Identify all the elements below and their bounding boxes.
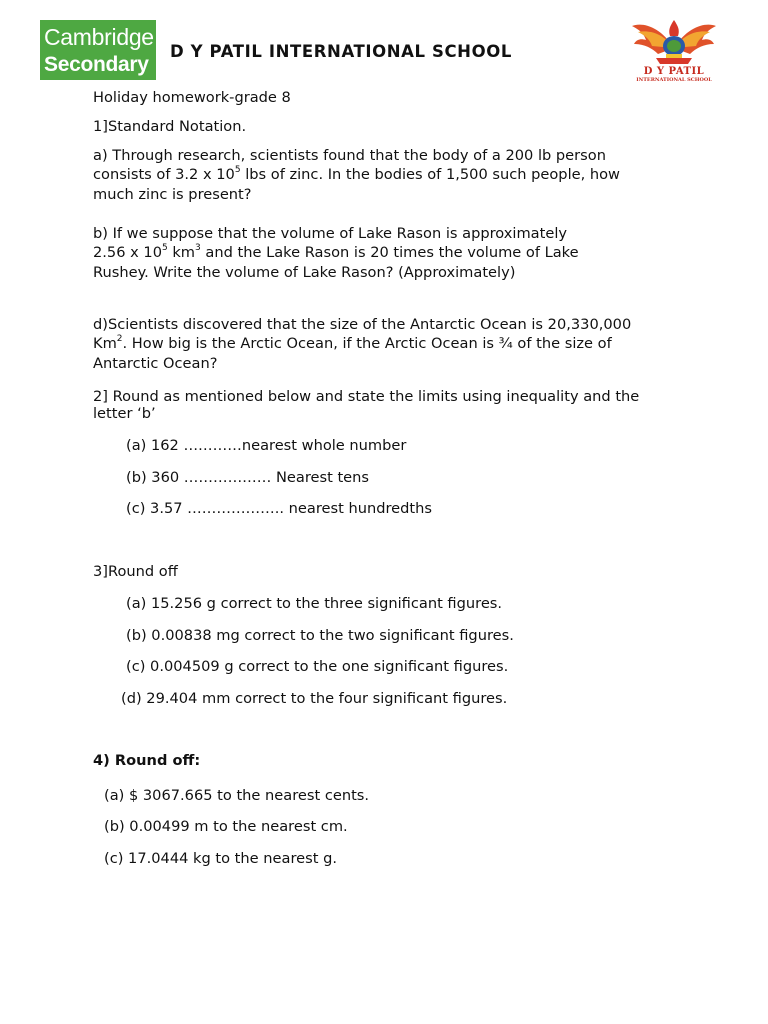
emblem-text-2: INTERNATIONAL SCHOOL <box>636 77 712 83</box>
exponent: 5 <box>234 165 241 176</box>
text-span: . How big is the Arctic Ocean, if the Arctic Ocean is ¾ of the size of <box>122 335 612 352</box>
roundoff-item: (b) 0.00499 m to the nearest cm. <box>104 818 348 835</box>
q1d-line2 <box>93 334 612 353</box>
exponent: 5 <box>161 243 168 254</box>
emblem-text-1: D Y PATIL <box>643 66 705 77</box>
q1a-line1: a) Through research, scientists found that the body of a 200 lb person <box>93 147 606 164</box>
sigfig-item: (b) 0.00838 mg correct to the two significant figures. <box>126 627 514 644</box>
text-span: km <box>167 244 196 261</box>
sigfig-item: (c) 0.004509 g correct to the one significant figures. <box>126 658 509 675</box>
round-item: (c) 3.57 ……………….. nearest hundredths <box>126 500 432 517</box>
school-name: D Y PATIL INTERNATIONAL SCHOOL <box>170 42 512 61</box>
section2-line1: 2] Round as mentioned below and state the limits using inequality and the <box>93 388 640 405</box>
text-span: Km <box>93 335 117 352</box>
school-crest-icon <box>630 18 718 68</box>
school-emblem <box>630 18 718 84</box>
q1d-line1: d)Scientists discovered that the size of the Antarctic Ocean is 20,330,000 <box>93 316 632 333</box>
exponent: 2 <box>116 334 123 345</box>
cambridge-secondary-logo <box>40 20 156 100</box>
roundoff-item: (c) 17.0444 kg to the nearest g. <box>104 850 337 867</box>
section4-heading: 4) Round off: <box>93 752 201 769</box>
roundoff-item: (a) $ 3067.665 to the nearest cents. <box>104 787 370 804</box>
section3-heading: 3]Round off <box>93 563 178 580</box>
q1b-line3: Rushey. Write the volume of Lake Rason? (Approximately) <box>93 264 516 281</box>
round-item: (a) 162 …………nearest whole number <box>126 437 407 454</box>
logo-line-2: Secondary 1 <box>44 53 149 100</box>
exponent: 3 <box>195 243 201 254</box>
sigfig-item: (d) 29.404 mm correct to the four significant figures. <box>121 690 508 707</box>
q1b-line2 <box>93 243 579 262</box>
text-span: 2.56 x 10 <box>93 244 162 261</box>
section2-line2: letter ‘b’ <box>93 405 156 422</box>
text-span: consists of 3.2 x 10 <box>93 166 235 183</box>
round-item: (b) 360 ……………… Nearest tens <box>126 469 369 486</box>
logo-line-1: Cambridge <box>44 24 154 50</box>
text-span: lbs of zinc. In the bodies of 1,500 such people, how <box>240 166 620 183</box>
q1d-line3: Antarctic Ocean? <box>93 355 218 372</box>
sigfig-item: (a) 15.256 g correct to the three significant figures. <box>126 595 503 612</box>
doc-title: Holiday homework-grade 8 <box>93 89 291 106</box>
q1b-line1: b) If we suppose that the volume of Lake Rason is approximately <box>93 225 568 242</box>
q1a-line2 <box>93 165 620 184</box>
text-span: and the Lake Rason is 20 times the volume of Lake <box>200 244 579 261</box>
section1-heading: 1]Standard Notation. <box>93 118 247 135</box>
q1a-line3: much zinc is present? <box>93 186 252 203</box>
